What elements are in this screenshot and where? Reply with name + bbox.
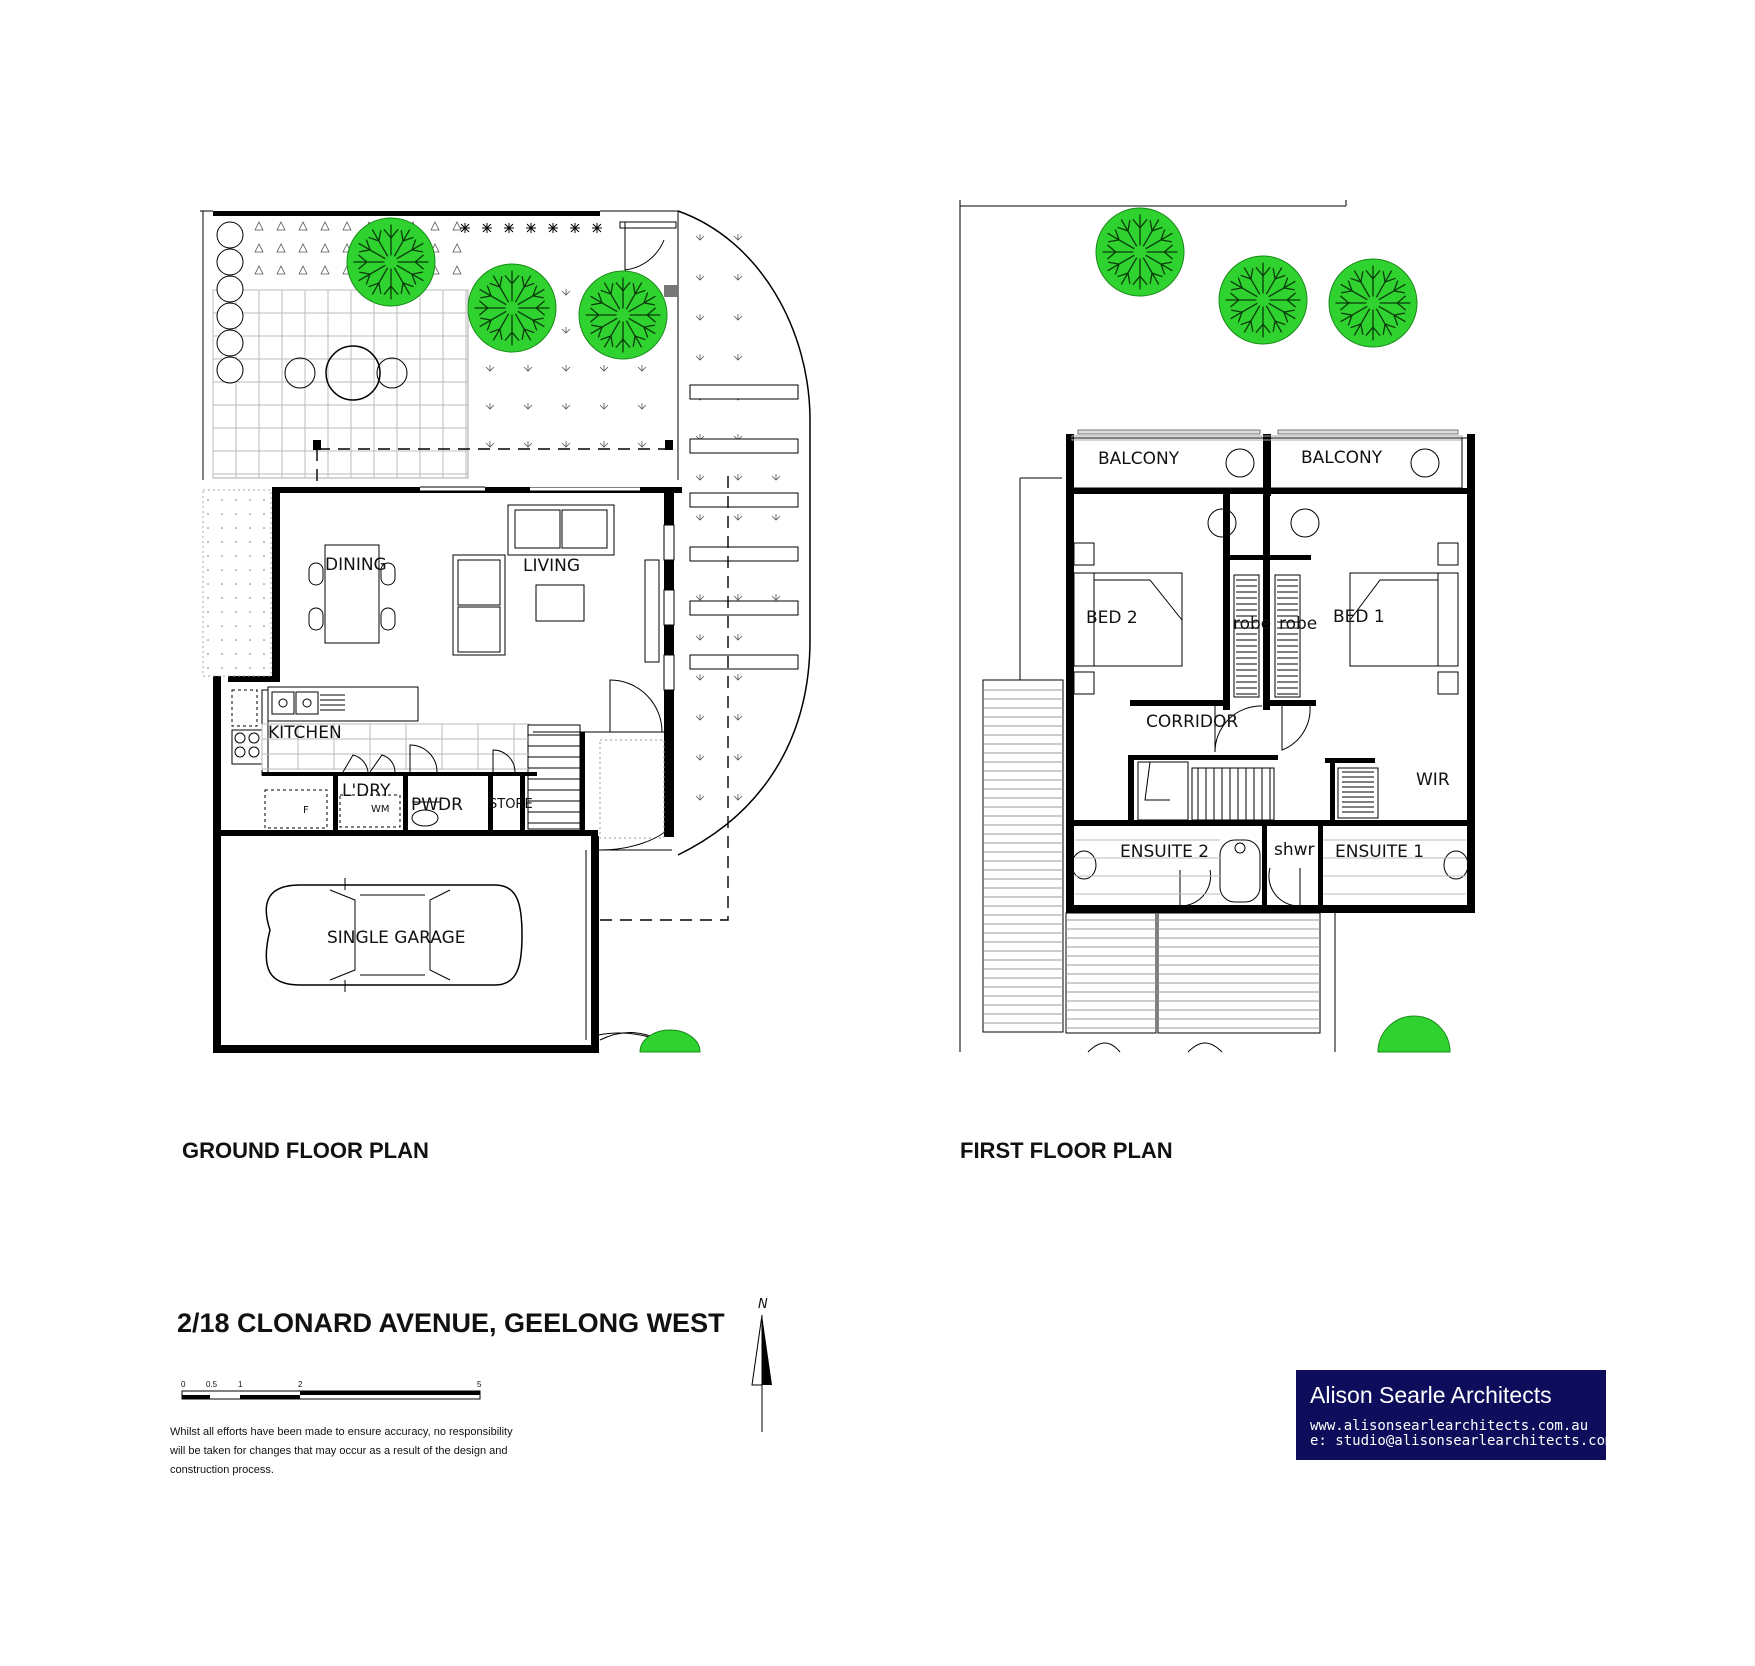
label-ensuite-2: ENSUITE 2 [1120,842,1210,862]
label-living: LIVING [523,556,581,576]
label-wir: WIR [1416,770,1450,790]
roof-sheeting [983,680,1063,1032]
stair-first [1138,762,1274,820]
stair-ground [528,725,580,829]
tree-group-ground [347,218,700,1052]
outdoor-dining-table [285,346,407,400]
label-bed-2: BED 2 [1086,608,1138,628]
label-wm: WM [371,804,390,815]
north-arrow-icon [752,1297,772,1432]
north-label: N [758,1297,768,1312]
label-ensuite-1: ENSUITE 1 [1335,842,1425,862]
label-balcony-left: BALCONY [1098,449,1180,469]
courtyard-paving [213,290,468,478]
scale-tick-2: 2 [298,1380,303,1389]
label-pwdr: PWDR [411,795,463,815]
title-ground-floor: GROUND FLOOR PLAN [182,1138,429,1163]
property-address: 2/18 CLONARD AVENUE, GEELONG WEST [177,1308,725,1338]
disclaimer-line-3: construction process. [170,1464,274,1476]
label-fridge: F [303,805,309,816]
scale-tick-0: 0 [181,1380,186,1389]
disclaimer-line-2: will be taken for changes that may occur as a result of the design and [170,1445,508,1457]
title-first-floor: FIRST FLOOR PLAN [960,1138,1173,1163]
boundary-wall-top [213,211,600,216]
east-windows [664,525,674,690]
label-garage: SINGLE GARAGE [327,928,466,948]
label-corridor: CORRIDOR [1146,712,1239,732]
living-furniture [453,505,659,662]
room-labels [268,448,1450,948]
label-balcony-right: BALCONY [1301,448,1383,468]
label-shwr: shwr [1274,840,1315,860]
label-kitchen: KITCHEN [268,723,342,743]
label-ldry: L'DRY [342,781,391,801]
logo-title: Alison Searle Architects [1310,1382,1552,1408]
disclaimer [169,1426,513,1476]
logo-email: e: studio@alisonsearlearchitects.com.au [1310,1433,1639,1449]
scale-tick-5: 5 [477,1380,482,1389]
disclaimer-line-1: Whilst all efforts have been made to ensure accuracy, no responsibility [170,1426,513,1438]
scale-tick-0-5: 0.5 [206,1380,218,1389]
tree-group-first [1096,208,1450,1052]
logo-website: www.alisonsearlearchitects.com.au [1310,1418,1589,1434]
label-robe-left: robe [1233,614,1272,634]
label-store: STORE [489,797,533,812]
scale-bar [181,1380,482,1399]
scale-tick-1: 1 [238,1380,243,1389]
label-dining: DINING [325,555,387,575]
architect-logo [1296,1370,1639,1460]
label-robe-right: robe [1279,614,1318,634]
label-bed-1: BED 1 [1333,607,1385,627]
